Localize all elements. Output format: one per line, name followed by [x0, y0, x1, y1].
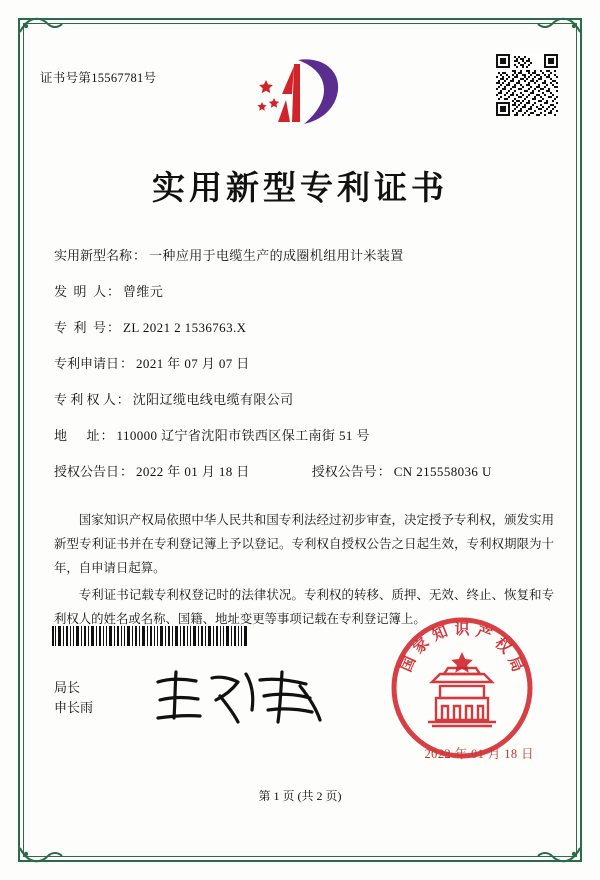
field-address	[54, 429, 560, 442]
official-red-seal	[388, 614, 536, 762]
field-label: 专 利 权 人	[54, 392, 116, 407]
field-label: 授权公告日	[54, 464, 120, 479]
field-value: 110000 辽宁省沈阳市铁西区保工南街 51 号	[116, 428, 370, 443]
barcode	[52, 626, 248, 646]
field-value: 曾维元	[123, 284, 164, 299]
footer-area	[40, 622, 560, 806]
corner-ornament-top-right	[536, 14, 582, 36]
field-separator: ：	[107, 320, 121, 335]
seal-date: 2022 年 01 月 18 日	[424, 747, 534, 761]
field-separator: ：	[133, 248, 147, 263]
corner-ornament-bottom-left	[18, 844, 64, 866]
field-value: CN 215558036 U	[393, 464, 492, 479]
field-patent-number	[54, 321, 560, 334]
svg-text:产: 产	[473, 623, 494, 645]
field-label: 专 利 号	[54, 320, 107, 335]
field-list	[40, 249, 560, 478]
legal-text-block	[40, 508, 560, 631]
page-title: 实用新型专利证书	[152, 171, 448, 207]
director-title: 局长	[54, 680, 81, 695]
field-label: 专利申请日	[54, 356, 120, 371]
field-value: 2021 年 07 月 07 日	[136, 356, 250, 371]
field-separator: ：	[116, 392, 130, 407]
svg-text:家: 家	[410, 635, 433, 658]
field-label: 地 址	[54, 428, 100, 443]
director-block	[54, 678, 93, 718]
page-number: 第 1 页 (共 2 页)	[258, 789, 342, 803]
svg-text:知: 知	[430, 623, 451, 645]
field-patentee	[54, 393, 560, 406]
legal-paragraph-2: 专利证书记载专利权登记时的法律状况。专利权的转移、质押、无效、终止、恢复和专利权人的姓名或名称、国籍、地址变更等事项记载在专利登记簿上。	[54, 587, 554, 626]
svg-text:识: 识	[454, 622, 470, 638]
field-separator: ：	[100, 428, 114, 443]
field-utility-model-name	[54, 249, 560, 262]
field-label: 实用新型名称	[54, 248, 133, 263]
field-value: 2022 年 01 月 18 日	[136, 464, 250, 479]
handwritten-signature	[150, 666, 340, 728]
legal-paragraph-1: 国家知识产权局依照中华人民共和国专利法经过初步审查，决定授予专利权，颁发实用新型专利证书并在专利登记簿上予以登记。专利权自授权公告之日起生效，专利权期限为十年，自申请日起算。	[54, 513, 554, 576]
field-value: ZL 2021 2 1536763.X	[123, 320, 247, 335]
field-label: 发 明 人	[54, 284, 107, 299]
field-value: 沈阳辽缆电线电缆有限公司	[132, 392, 294, 407]
field-label: 授权公告号	[311, 464, 377, 479]
cnipa-logo	[252, 54, 348, 132]
field-separator: ：	[120, 356, 134, 371]
field-inventor	[54, 285, 560, 298]
director-name: 申长雨	[54, 700, 94, 716]
certificate-number: 证书号第15567781号	[40, 71, 157, 85]
field-separator: ：	[107, 284, 121, 299]
corner-ornament-top-left	[18, 14, 64, 36]
qr-code	[496, 54, 558, 116]
field-application-date	[54, 357, 560, 370]
field-value: 一种应用于电缆生产的成圈机组用计米装置	[149, 248, 404, 263]
grant-number-group	[312, 465, 492, 478]
corner-ornament-bottom-right	[536, 844, 582, 866]
field-separator: ：	[120, 464, 134, 479]
svg-text:局: 局	[504, 654, 526, 675]
field-grant-announcement	[54, 465, 560, 478]
svg-text:权: 权	[491, 635, 514, 658]
header-row	[40, 44, 560, 140]
certificate-content	[40, 44, 560, 840]
field-separator: ：	[377, 464, 391, 479]
svg-text:国: 国	[398, 654, 420, 675]
